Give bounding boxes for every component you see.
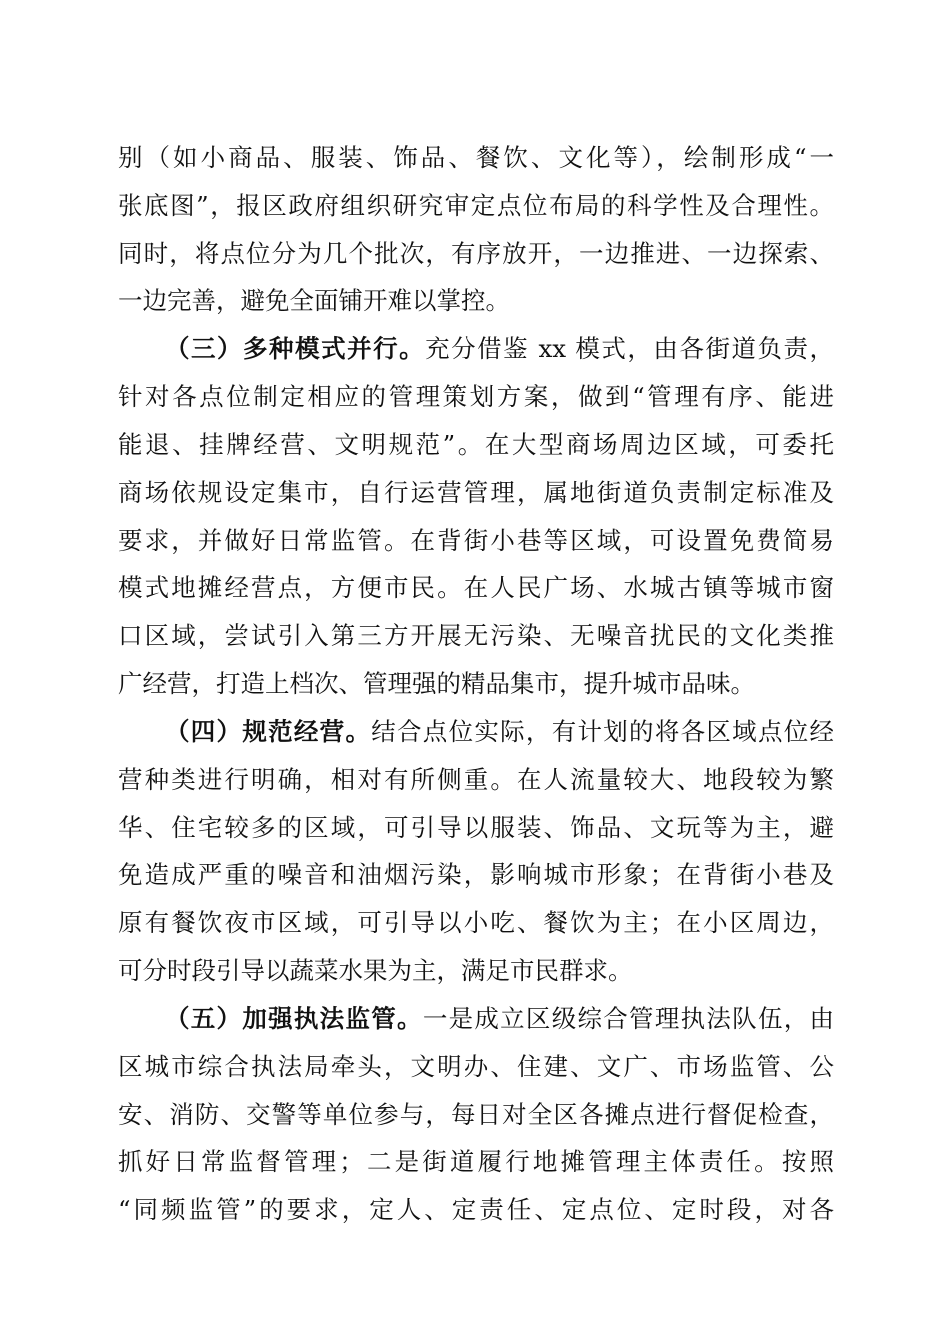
- paragraph-4-first-line: [165, 716, 834, 748]
- paragraph-3-first-line: [165, 333, 834, 365]
- text-line: 张底图”，报区政府组织研究审定点位布局的科学性及合理性。: [118, 191, 834, 220]
- text-line: 安、消防、交警等单位参与，每日对全区各摊点进行督促检查，: [118, 1100, 834, 1129]
- text-line: 区城市综合执法局牵头，文明办、住建、文广、市场监管、公: [118, 1052, 834, 1081]
- text-line: 可分时段引导以蔬菜水果为主，满足市民群求。: [118, 956, 633, 985]
- text-line: 原有餐饮夜市区域，可引导以小吃、餐饮为主；在小区周边，: [118, 908, 834, 937]
- text-line: 营种类进行明确，相对有所侧重。在人流量较大、地段较为繁: [118, 765, 834, 794]
- text-line: 口区域，尝试引入第三方开展无污染、无噪音扰民的文化类推: [118, 621, 834, 650]
- text-line: 同时，将点位分为几个批次，有序放开，一边推进、一边探索、: [118, 239, 834, 268]
- section-heading-3: （三）多种模式并行。: [165, 334, 426, 363]
- text-line: 模式地摊经营点，方便市民。在人民广场、水城古镇等城市窗: [118, 573, 834, 602]
- text-line: “同频监管”的要求，定人、定责任、定点位、定时段，对各: [118, 1195, 834, 1224]
- text-line: 抓好日常监督管理；二是街道履行地摊管理主体责任。按照: [118, 1147, 834, 1176]
- text-line: 华、住宅较多的区域，可引导以服装、饰品、文玩等为主，避: [118, 813, 834, 842]
- text-line: 广经营，打造上档次、管理强的精品集市，提升城市品味。: [118, 669, 755, 698]
- section-heading-5: （五）加强执法监管。: [165, 1004, 423, 1033]
- text-run: 充分借鉴 xx 模式，由各街道负责，: [425, 334, 835, 363]
- text-line: 免造成严重的噪音和油烟污染，影响城市形象；在背街小巷及: [118, 860, 834, 889]
- text-line: 要求，并做好日常监管。在背街小巷等区域，可设置免费简易: [118, 526, 834, 555]
- text-line: 商场依规设定集市，自行运营管理，属地街道负责制定标准及: [118, 478, 834, 507]
- text-run: 结合点位实际，有计划的将各区域点位经: [371, 717, 835, 746]
- paragraph-5-first-line: [165, 1003, 834, 1035]
- text-run: 一是成立区级综合管理执法队伍，由: [422, 1004, 835, 1033]
- text-line: 别（如小商品、服装、饰品、餐饮、文化等），绘制形成“一: [118, 143, 834, 172]
- text-line: 一边完善，避免全面铺开难以掌控。: [118, 286, 510, 315]
- text-line: 能退、挂牌经营、文明规范”。在大型商场周边区域，可委托: [118, 430, 834, 459]
- section-heading-4: （四）规范经营。: [165, 717, 372, 746]
- text-line: 针对各点位制定相应的管理策划方案，做到“管理有序、能进: [118, 382, 834, 411]
